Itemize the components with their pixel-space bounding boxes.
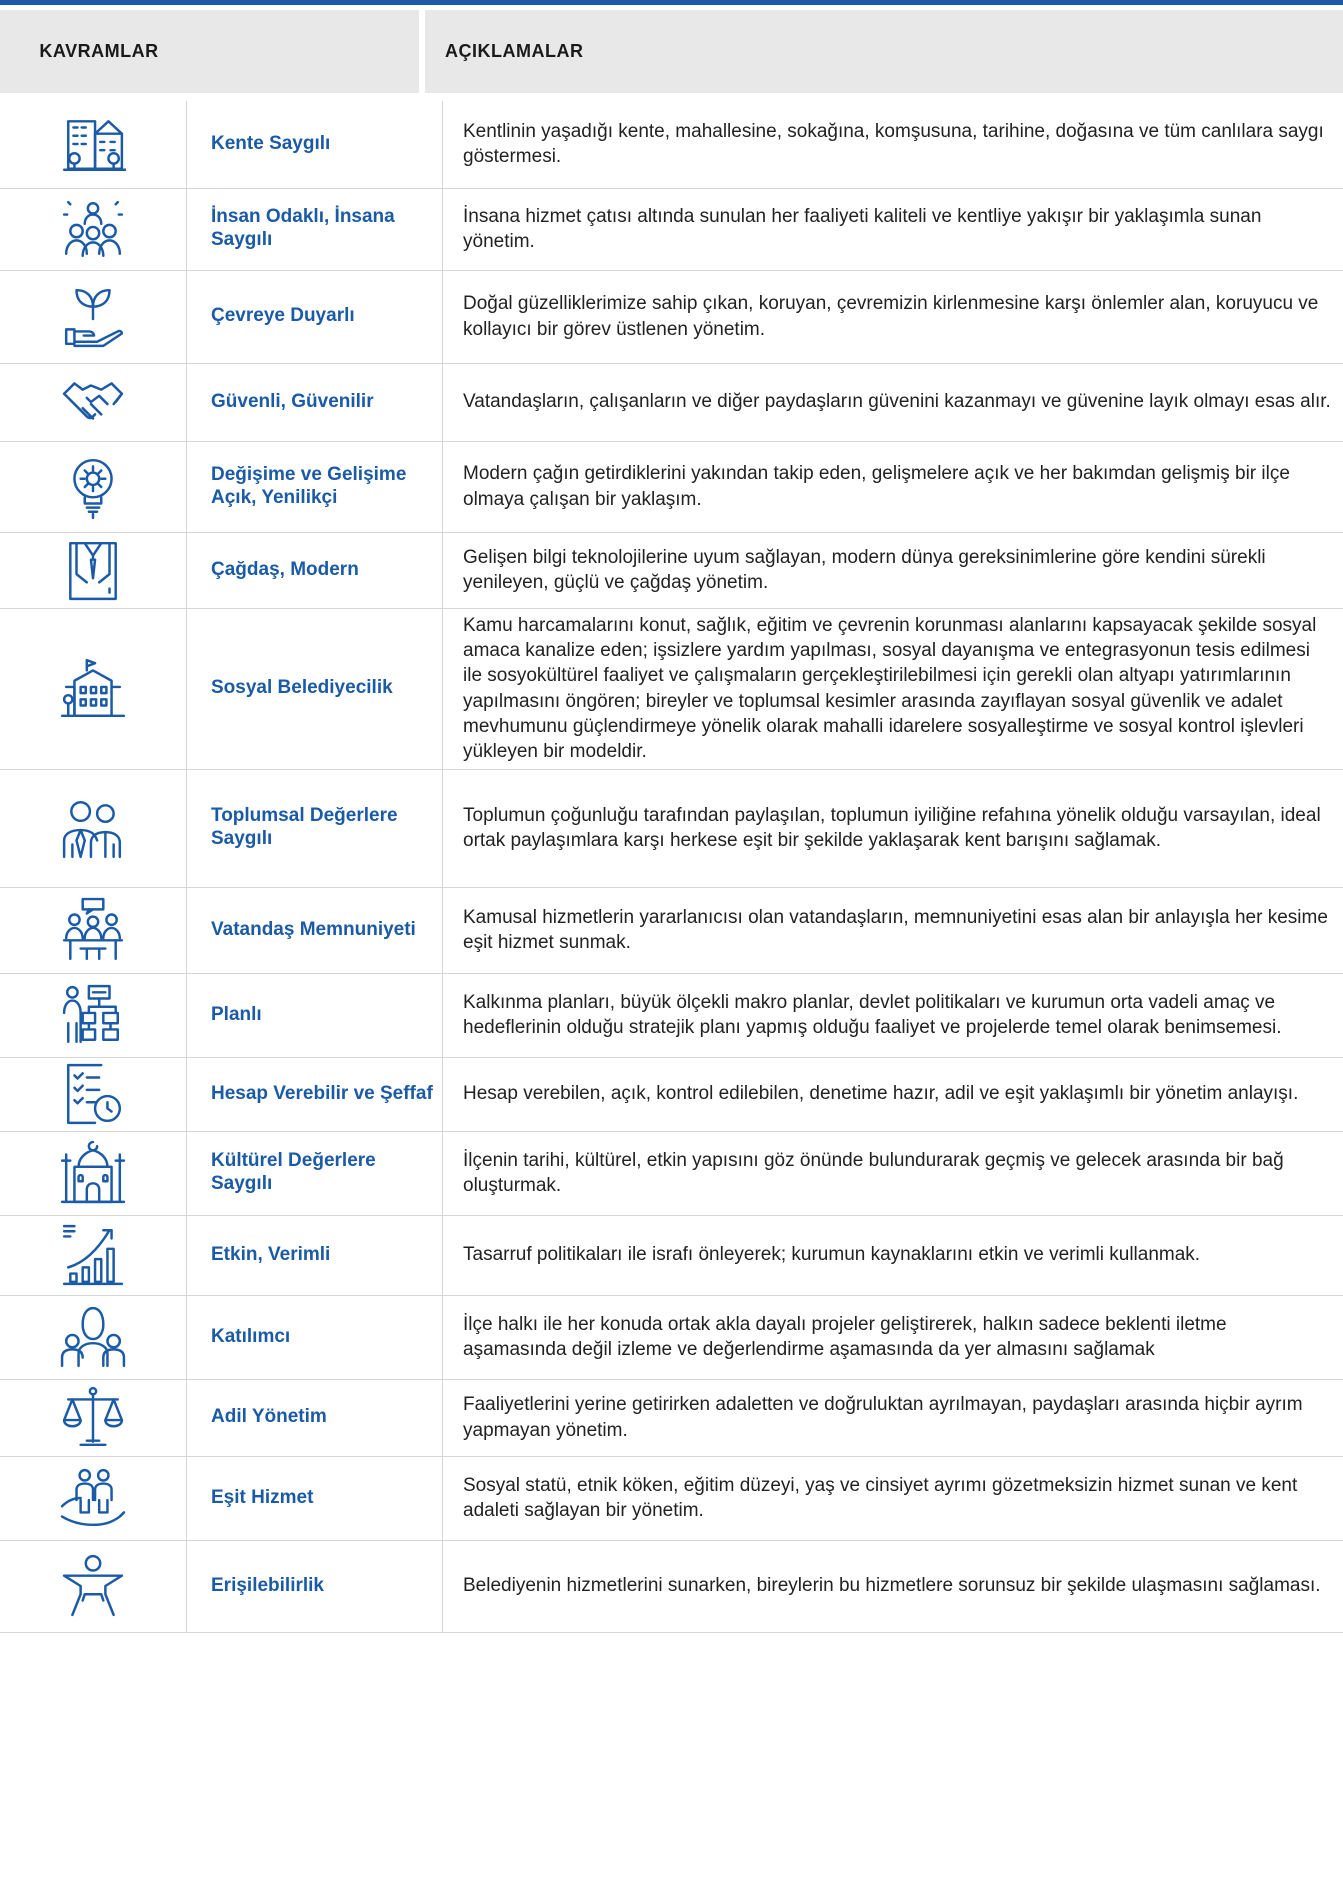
table-header (0, 10, 1343, 93)
concept-term: İnsan Odaklı, İnsana Saygılı (187, 188, 443, 270)
concept-term: Vatandaş Memnuniyeti (187, 887, 443, 973)
lightbulb-gear-icon (60, 454, 126, 520)
concept-description: İlçe halkı ile her konuda ortak akla dayalı projeler geliştirerek, halkın sadece beklenti iletme aşamasında değil izleme ve değerlendirme aşamasında da yer almasını sağlamak (443, 1295, 1343, 1379)
table-row (0, 363, 1343, 441)
concept-description: Vatandaşların, çalışanların ve diğer paydaşların güvenini kazanmayı ve güvenine layık olmayı esas alır. (443, 363, 1343, 441)
table-row (0, 101, 1343, 188)
participants-icon (60, 1304, 126, 1370)
concept-term: Çağdaş, Modern (187, 532, 443, 608)
row-icon-cell (0, 1295, 187, 1379)
concept-term: Kente Saygılı (187, 101, 443, 188)
concept-term: Hesap Verebilir ve Şeffaf (187, 1057, 443, 1131)
concept-term: Erişilebilirlik (187, 1540, 443, 1632)
table-row (0, 1456, 1343, 1540)
header-spacer (198, 10, 419, 93)
table-row (0, 1379, 1343, 1456)
meeting-icon (60, 897, 126, 963)
handshake-icon (60, 369, 126, 435)
equal-service-icon (60, 1465, 126, 1531)
concept-description: İlçenin tarihi, kültürel, etkin yapısını göz önünde bulundurarak geçmiş ve gelecek arasında bir bağ oluşturmak. (443, 1131, 1343, 1215)
table-row (0, 1295, 1343, 1379)
row-icon-cell (0, 441, 187, 532)
two-people-icon (60, 795, 126, 861)
top-accent-bar (0, 0, 1343, 5)
people-group-icon (60, 196, 126, 262)
concept-term: Katılımcı (187, 1295, 443, 1379)
concept-term: Güvenli, Güvenilir (187, 363, 443, 441)
concept-description: Kalkınma planları, büyük ölçekli makro planlar, devlet politikaları ve kurumun orta vadeli amaç ve hedeflerinin olduğu stratejik planı yapmış olduğu faaliyet ve projelerde temel olarak benimsemesi. (443, 973, 1343, 1057)
concept-description: Sosyal statü, etnik köken, eğitim düzeyi, yaş ve cinsiyet ayrımı gözetmeksizin hizmet sunan ve kent adaleti sağlayan bir yönetim. (443, 1456, 1343, 1540)
row-icon-cell (0, 1540, 187, 1632)
concept-term: Planlı (187, 973, 443, 1057)
row-icon-cell (0, 1456, 187, 1540)
concept-term: Kültürel Değerlere Saygılı (187, 1131, 443, 1215)
row-icon-cell (0, 188, 187, 270)
concepts-table (0, 101, 1343, 1633)
concept-term: Değişime ve Gelişime Açık, Yenilikçi (187, 441, 443, 532)
table-row (0, 608, 1343, 769)
concept-description: Hesap verebilen, açık, kontrol edilebilen, denetime hazır, adil ve eşit yaklaşımlı bir yönetim anlayışı. (443, 1057, 1343, 1131)
municipal-building-icon (60, 656, 126, 722)
concept-description: Kentlinin yaşadığı kente, mahallesine, sokağına, komşusuna, tarihine, doğasına ve tüm canlılara saygı göstermesi. (443, 101, 1343, 188)
row-icon-cell (0, 1379, 187, 1456)
concept-description: Gelişen bilgi teknolojilerine uyum sağlayan, modern dünya gereksinimlerine göre kendini sürekli yenileyen, güçlü ve çağdaş yönetim. (443, 532, 1343, 608)
row-icon-cell (0, 973, 187, 1057)
concept-description: Faaliyetlerini yerine getirirken adaletten ve doğruluktan ayrılmayan, paydaşları arasında hiçbir ayrım yapmayan yönetim. (443, 1379, 1343, 1456)
row-icon-cell (0, 363, 187, 441)
row-icon-cell (0, 101, 187, 188)
table-row (0, 532, 1343, 608)
header-kavramlar: KAVRAMLAR (0, 10, 198, 93)
row-icon-cell (0, 1131, 187, 1215)
buildings-icon (60, 111, 126, 177)
concept-description: Tasarruf politikaları ile israfı önleyerek; kurumun kaynaklarını etkin ve verimli kullanmak. (443, 1215, 1343, 1295)
row-icon-cell (0, 608, 187, 769)
concept-term: Eşit Hizmet (187, 1456, 443, 1540)
row-icon-cell (0, 1057, 187, 1131)
table-row (0, 1215, 1343, 1295)
suit-icon (60, 537, 126, 603)
row-icon-cell (0, 1215, 187, 1295)
table-row (0, 1131, 1343, 1215)
row-icon-cell (0, 532, 187, 608)
checklist-clock-icon (60, 1061, 126, 1127)
accessibility-icon (60, 1553, 126, 1619)
concept-term: Toplumsal Değerlere Saygılı (187, 769, 443, 887)
concept-description: Doğal güzelliklerimize sahip çıkan, koruyan, çevremizin kirlenmesine karşı önlemler alan, koruyucu ve kollayıcı bir görev üstlenen yönetim. (443, 270, 1343, 363)
plant-in-hand-icon (60, 284, 126, 350)
concept-term: Adil Yönetim (187, 1379, 443, 1456)
concept-term: Çevreye Duyarlı (187, 270, 443, 363)
row-icon-cell (0, 887, 187, 973)
concept-description: Modern çağın getirdiklerini yakından takip eden, gelişmelere açık ve her bakımdan gelişmiş bir ilçe olmaya çalışan bir yaklaşım. (443, 441, 1343, 532)
scales-icon (60, 1385, 126, 1451)
growth-chart-icon (60, 1222, 126, 1288)
table-row (0, 1540, 1343, 1632)
concept-description: Kamu harcamalarını konut, sağlık, eğitim ve çevrenin korunması alanlarını kapsayacak şekilde sosyal amaca kanalize eden; işsizlere yardım yapılması, sosyal dayanışma ve entegrasyonun tesis edilmesi ile sosyokültürel faaliyet ve çalışmaların gerçekleştirilebilmesi için gerekli olan altyapı yatırımlarının yapılmasını öngören; bireyler ve toplumsal kesimler arasında zayıflayan sosyal güvenlik ve adalet mevhumunu güçlendirmeye yönelik olarak mahalli idarelere sosyalleştirme ve sosyal kontrol işlevleri yükleyen bir modeldir. (443, 608, 1343, 769)
concept-description: İnsana hizmet çatısı altında sunulan her faaliyeti kaliteli ve kentliye yakışır bir yaklaşımla sunan yönetim. (443, 188, 1343, 270)
concept-description: Belediyenin hizmetlerini sunarken, bireylerin bu hizmetlere sorunsuz bir şekilde ulaşmasını sağlaması. (443, 1540, 1343, 1632)
table-row (0, 973, 1343, 1057)
header-aciklamalar: AÇIKLAMALAR (425, 10, 1343, 93)
concept-term: Sosyal Belediyecilik (187, 608, 443, 769)
concept-term: Etkin, Verimli (187, 1215, 443, 1295)
table-row (0, 887, 1343, 973)
concept-description: Toplumun çoğunluğu tarafından paylaşılan, toplumun iyiliğine refahına yönelik olduğu varsayılan, ideal ortak paylaşımlara karşı herkese eşit bir şekilde yaklaşarak kent barışını sağlamak. (443, 769, 1343, 887)
row-icon-cell (0, 270, 187, 363)
org-chart-icon (60, 982, 126, 1048)
table-row (0, 1057, 1343, 1131)
row-icon-cell (0, 769, 187, 887)
table-row (0, 441, 1343, 532)
concept-description: Kamusal hizmetlerin yararlanıcısı olan vatandaşların, memnuniyetini esas alan bir anlayışla her kesime eşit hizmet sunmak. (443, 887, 1343, 973)
table-row (0, 769, 1343, 887)
mosque-icon (60, 1140, 126, 1206)
table-row (0, 270, 1343, 363)
table-row (0, 188, 1343, 270)
